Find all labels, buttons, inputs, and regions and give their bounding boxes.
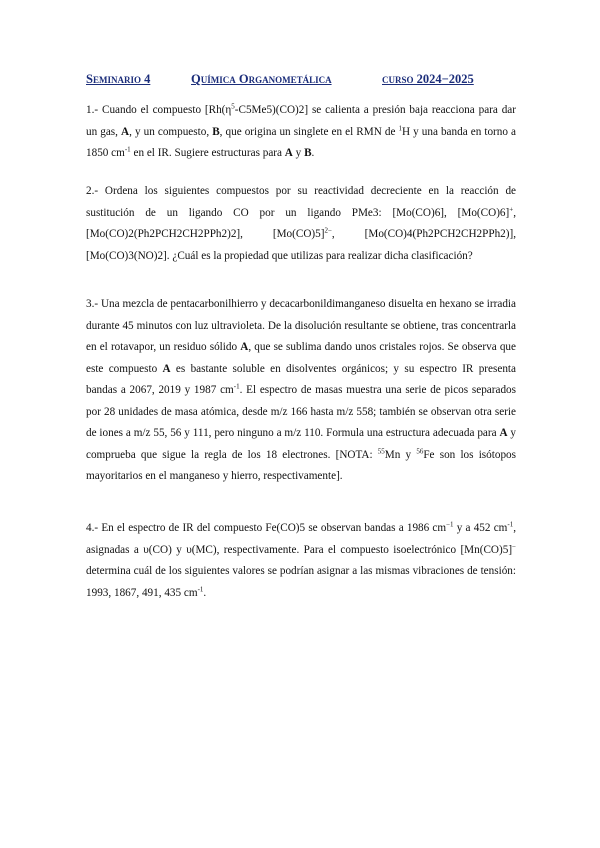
q2-sup: 2−	[324, 226, 332, 235]
q3-bold: A	[162, 362, 171, 375]
q4-sup: -1	[197, 584, 204, 593]
q1-bold: B	[304, 147, 312, 159]
q1-text: , y un compuesto,	[129, 125, 213, 138]
q1-bold: B	[212, 125, 220, 138]
q3-text: Fe son los isótopos mayoritarios en el manganeso y hierro, respectivamente].	[86, 448, 516, 482]
q1-text: 1.- Cuando el compuesto [Rh(η	[86, 104, 232, 116]
q4-text: y a 452 cm	[453, 522, 508, 534]
q3-sup: 56	[416, 446, 424, 455]
q2-sup: +	[509, 204, 514, 213]
document-header	[86, 72, 516, 90]
q4-text: 4.- En el espectro de IR del compuesto Fe(CO)5 se observan bandas a 1986 cm	[86, 522, 447, 534]
q4-text: determina cuál de los siguientes valores se podrían asignar a las mismas vibraciones de tensión: 1993, 1867, 491, 435 cm	[86, 565, 516, 599]
question-2	[86, 181, 516, 267]
q3-text: 3.- Una mezcla de pentacarbonilhierro y decacarbonildimanganeso disuelta en hexano se irradia durante 45 minutos con luz ultravioleta. De la disolución resultante se obtiene, tras concentrarla en el rotavapor, un residuo sólido	[86, 298, 516, 353]
q3-bold: A	[240, 341, 249, 353]
q3-sup: -1	[233, 382, 240, 391]
q3-text: es bastante soluble en disolventes orgánicos; y su espectro IR presenta bandas a 2067, 2019 y 1987 cm	[86, 362, 516, 396]
q1-bold: A	[121, 125, 130, 138]
q3-bold: A	[499, 427, 508, 439]
q4-sup: −	[512, 541, 516, 550]
q1-text: -C5Me5)(CO)2] se calienta a presión baja reacciona para dar un gas,	[86, 104, 516, 138]
q1-text: , que origina un singlete en el RMN de	[219, 125, 399, 138]
q3-sup: 55	[377, 446, 385, 455]
q1-sup: 1	[398, 123, 402, 132]
q3-text: y comprueba que sigue la regla de los 18 electrones. [NOTA:	[86, 427, 517, 461]
q3-text: . El espectro de masas muestra una serie de picos separados por 28 unidades de masa atómica, desde m/z 166 hasta m/z 558; también se observan otra serie de iones a m/z 55, 56 y 111, pero ninguno a m/z 110. Formula una estructura adecuada para	[86, 384, 516, 439]
q1-text: y	[292, 147, 305, 159]
q4-sup: -1	[507, 520, 514, 529]
q4-sup: −1	[446, 520, 454, 529]
q1-bold: A	[284, 147, 293, 159]
question-4	[86, 518, 516, 604]
q2-text: 2.- Ordena los siguientes compuestos por su reactividad decreciente en la reacción de sustitución de un ligando CO por un ligando PMe3: [Mo(CO)6], [Mo(CO)6]	[86, 185, 516, 219]
q1-sup: -1	[124, 145, 131, 154]
seminar-number: Seminario 4	[86, 72, 151, 86]
q1-text: .	[311, 147, 315, 159]
q2-text: , [Mo(CO)4(Ph2PCH2CH2PPh2)], [Mo(CO)3(NO)2]. ¿Cuál es la propiedad que utilizas para realizar dicha clasificación?	[86, 228, 517, 262]
q4-text: .	[203, 586, 207, 599]
q1-sup: 5	[231, 102, 235, 111]
q3-text: Mn y	[384, 448, 417, 461]
q3-text: , que se sublima dando unos cristales rojos. Se observa que este compuesto	[86, 341, 516, 375]
q4-text: , asignadas a υ(CO) y υ(MC), respectivamente. Para el compuesto isoelectrónico [Mn(CO)5]	[86, 522, 517, 556]
question-1	[86, 100, 516, 165]
question-3	[86, 294, 516, 488]
subject-title: Química Organometálica	[191, 72, 332, 86]
q2-text: , [Mo(CO)2(Ph2PCH2CH2PPh2)2], [Mo(CO)5]	[86, 206, 516, 240]
q1-text: H y una banda en torno a 1850 cm	[86, 125, 516, 159]
q1-text: en el IR. Sugiere estructuras para	[130, 147, 285, 159]
course-year: curso 2024−2025	[382, 72, 474, 86]
